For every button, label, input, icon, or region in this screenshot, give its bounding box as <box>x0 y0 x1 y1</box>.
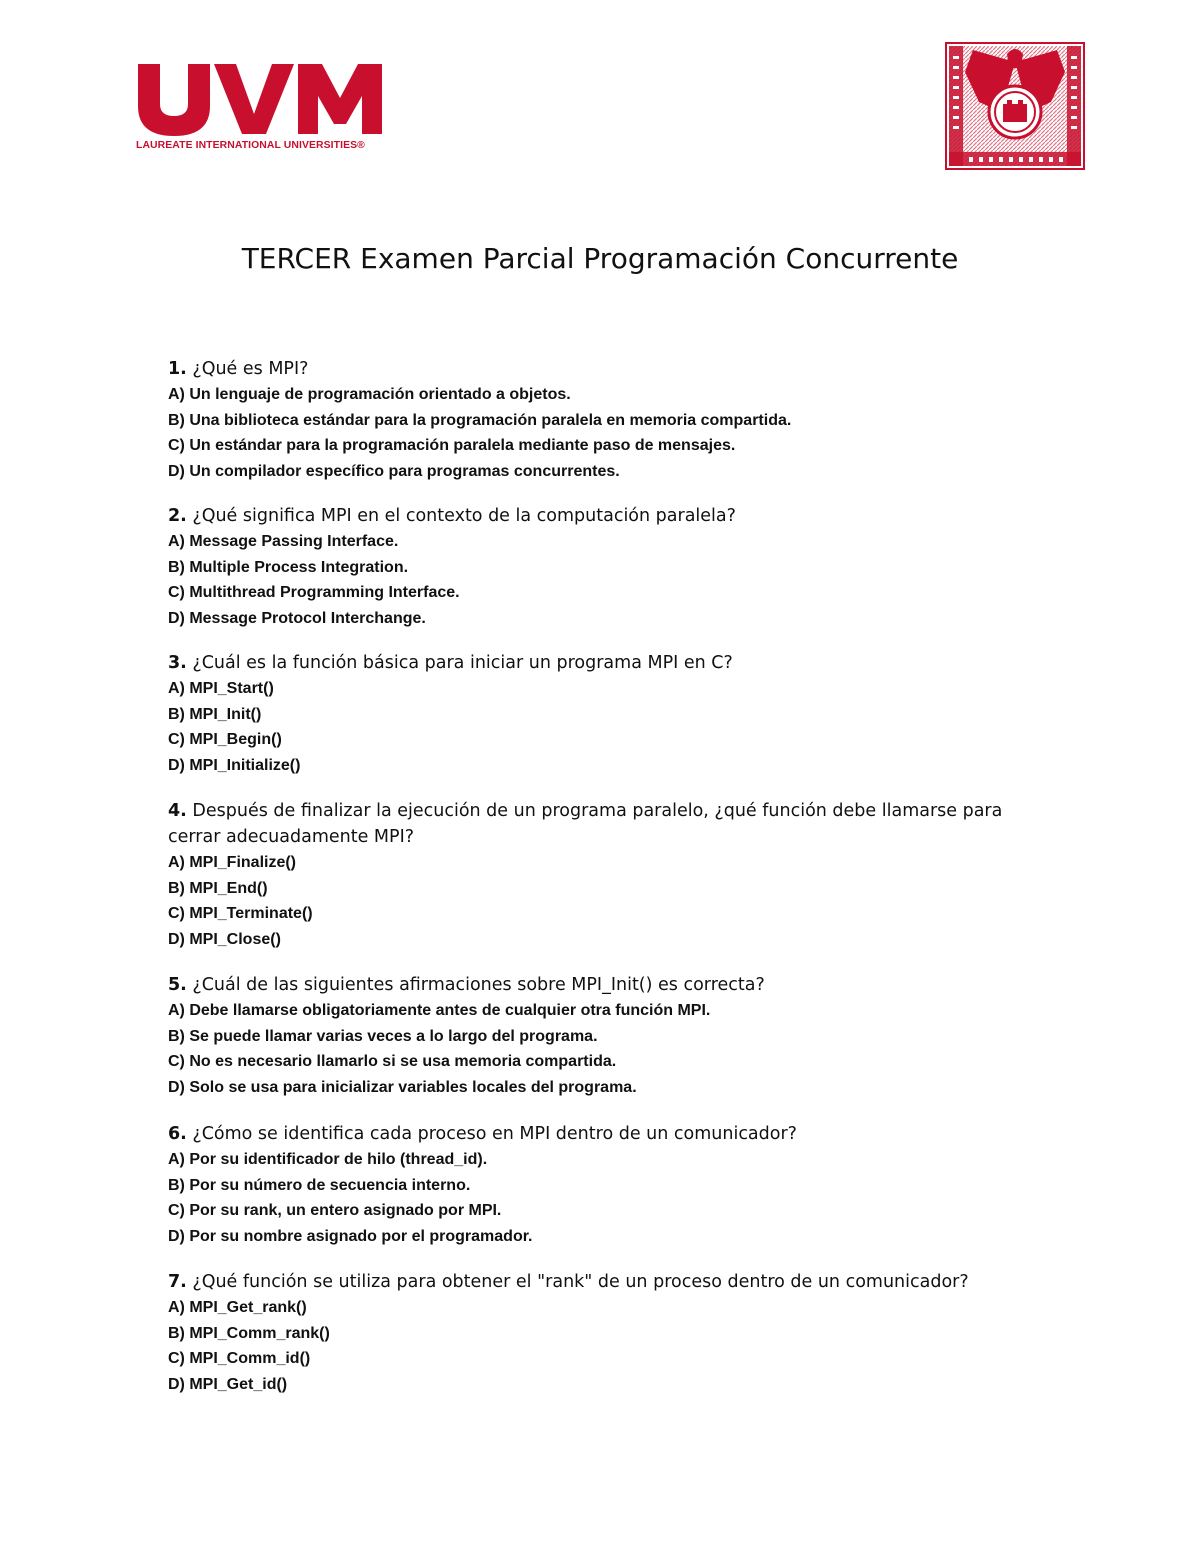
question-1 <box>168 356 1048 484</box>
option-d: D) MPI_Close() <box>168 930 281 948</box>
option-a: A) MPI_Start() <box>168 680 274 697</box>
question-prompt: ¿Cuál es la función básica para iniciar un programa MPI en C? <box>192 653 733 673</box>
question-text <box>168 1121 1048 1147</box>
uvm-logo-mark <box>136 58 384 138</box>
option-d: D) Solo se usa para inicializar variables locales del programa. <box>168 1078 637 1096</box>
option-c: C) Multithread Programming Interface. <box>168 584 460 602</box>
question-number: 6. <box>168 1124 187 1144</box>
option-c: C) MPI_Begin() <box>168 731 282 749</box>
question-prompt: Después de finalizar la ejecución de un programa paralelo, ¿qué función debe llamarse para cerrar adecuadamente MPI? <box>168 801 1003 847</box>
question-text <box>168 503 1048 529</box>
option-a: A) Un lenguaje de programación orientado a objetos. <box>168 386 571 403</box>
option-a: A) Message Passing Interface. <box>168 533 399 550</box>
question-number: 3. <box>168 653 187 673</box>
option-b: B) Por su número de secuencia interno. <box>168 1176 471 1194</box>
option-a: A) Debe llamarse obligatoriamente antes de cualquier otra función MPI. <box>168 1002 711 1019</box>
option-b: B) Se puede llamar varias veces a lo largo del programa. <box>168 1027 598 1045</box>
question-prompt: ¿Cuál de las siguientes afirmaciones sobre MPI_Init() es correcta? <box>192 975 765 995</box>
university-seal <box>945 42 1085 170</box>
question-prompt: ¿Qué es MPI? <box>192 359 309 379</box>
question-text <box>168 356 1048 382</box>
seal-emblem-icon <box>945 42 1085 170</box>
option-c: C) MPI_Comm_id() <box>168 1350 311 1368</box>
question-text <box>168 1269 1048 1295</box>
option-a: A) Por su identificador de hilo (thread_id). <box>168 1151 488 1168</box>
question-2 <box>168 503 1048 631</box>
option-c: C) Por su rank, un entero asignado por MPI. <box>168 1202 502 1220</box>
option-b: B) MPI_Init() <box>168 705 262 723</box>
question-6 <box>168 1121 1048 1249</box>
question-3 <box>168 650 1048 778</box>
question-prompt: ¿Cómo se identifica cada proceso en MPI dentro de un comunicador? <box>192 1124 797 1144</box>
option-b: B) Multiple Process Integration. <box>168 558 409 576</box>
question-number: 2. <box>168 506 187 526</box>
uvm-tagline: LAUREATE INTERNATIONAL UNIVERSITIES® <box>136 140 365 151</box>
option-b: B) Una biblioteca estándar para la programación paralela en memoria compartida. <box>168 411 792 429</box>
option-a: A) MPI_Get_rank() <box>168 1299 307 1316</box>
option-a: A) MPI_Finalize() <box>168 854 297 871</box>
question-number: 4. <box>168 801 187 821</box>
question-text <box>168 972 1048 998</box>
question-prompt: ¿Qué función se utiliza para obtener el "rank" de un proceso dentro de un comunicador? <box>192 1272 969 1292</box>
page-title: TERCER Examen Parcial Programación Concurrente <box>241 242 959 275</box>
option-d: D) Por su nombre asignado por el programador. <box>168 1227 533 1245</box>
question-text <box>168 650 1048 676</box>
option-d: D) Message Protocol Interchange. <box>168 609 426 627</box>
option-b: B) MPI_End() <box>168 879 268 897</box>
question-number: 5. <box>168 975 187 995</box>
uvm-logo <box>136 58 386 158</box>
option-c: C) Un estándar para la programación paralela mediante paso de mensajes. <box>168 437 736 455</box>
option-b: B) MPI_Comm_rank() <box>168 1324 330 1342</box>
option-d: D) Un compilador específico para programas concurrentes. <box>168 462 620 480</box>
option-d: D) MPI_Get_id() <box>168 1375 288 1393</box>
question-prompt: ¿Qué significa MPI en el contexto de la computación paralela? <box>192 506 736 526</box>
question-number: 1. <box>168 359 187 379</box>
question-number: 7. <box>168 1272 187 1292</box>
option-c: C) No es necesario llamarlo si se usa memoria compartida. <box>168 1053 617 1071</box>
question-7 <box>168 1269 1048 1397</box>
question-text <box>168 798 1048 850</box>
option-c: C) MPI_Terminate() <box>168 905 313 923</box>
question-5 <box>168 972 1048 1100</box>
option-d: D) MPI_Initialize() <box>168 756 301 774</box>
question-4 <box>168 798 1048 952</box>
